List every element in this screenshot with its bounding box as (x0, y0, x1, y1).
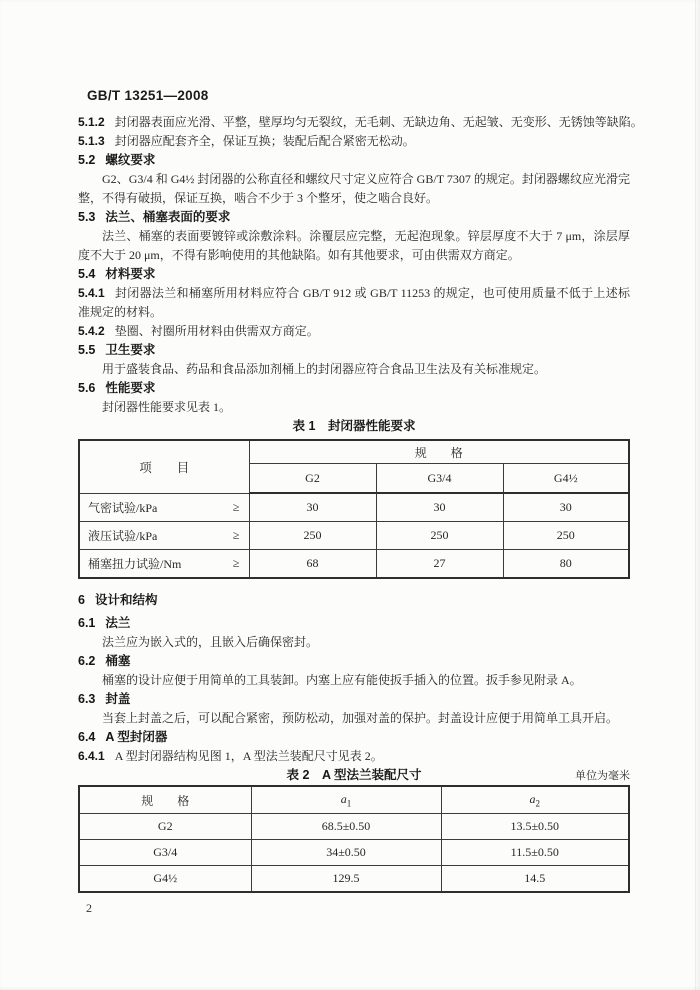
table-cell: 129.5 (251, 866, 441, 893)
table1-header-row-1 (79, 440, 629, 464)
heading-title: 封盖 (105, 692, 131, 706)
table1-spec-header-cell: 规 格 (249, 440, 629, 464)
heading-title: 性能要求 (105, 381, 156, 395)
table-cell: 80 (503, 550, 629, 579)
clause-5-4-2 (78, 322, 630, 341)
page-number: 2 (86, 901, 92, 915)
table1-item-header-cell: 项 目 (79, 440, 249, 493)
table1-spec-col-g2: G2 (249, 464, 376, 494)
heading-number: 5.5 (78, 343, 96, 357)
gte-operator: ≥ (232, 556, 240, 570)
gte-operator: ≥ (232, 499, 240, 514)
gte-operator: ≥ (232, 528, 240, 542)
table2-row-g2 (79, 814, 629, 840)
table-cell: 30 (503, 493, 629, 522)
table-cell: 30 (249, 493, 376, 522)
clause-number: 5.4.2 (78, 324, 105, 338)
clause-text: 封闭器表面应光滑、平整，壁厚均匀无裂纹，无毛刺、无缺边角、无起皱、无变形、无锈蚀等缺陷。 (114, 115, 643, 129)
paragraph-5-3: 法兰、桶塞的表面要镀锌或涂敷涂料。涂覆层应完整，无起泡现象。锌层厚度不大于 7 μm，涂层厚度不大于 20 μm，不得有影响使用的其他缺陷。如有其他要求，可由供需双方商定。 (78, 229, 630, 262)
table-cell (79, 550, 249, 579)
clause-5-1-2 (78, 113, 643, 132)
standard-code-header: GB/T 13251—2008 (87, 88, 209, 103)
table-cell: 30 (376, 493, 503, 522)
table1-row-hydraulic (79, 522, 629, 550)
table2-spec-header-cell: 规 格 (79, 786, 251, 814)
paragraph-6-3: 当套上封盖之后，可以配合紧密，预防松动，加强对盖的保护。封盖设计应便于用简单工具开启。 (102, 711, 619, 725)
heading-6-3 (78, 690, 630, 709)
heading-number: 6.2 (78, 654, 96, 668)
clause-text: 封闭器法兰和桶塞所用材料应符合 GB/T 912 或 GB/T 11253 的规定，也可使用质量不低于上述标准规定的材料。 (78, 286, 630, 319)
heading-number: 5.3 (78, 210, 96, 224)
table-cell: 68 (249, 550, 376, 579)
table2-a2-header-cell (441, 786, 629, 814)
row-label-wrap (80, 555, 249, 572)
heading-5-6 (78, 379, 630, 398)
table1-performance-requirements (78, 439, 630, 579)
heading-number: 6.3 (78, 692, 96, 706)
table-cell: 68.5±0.50 (251, 814, 441, 840)
table-cell: 27 (376, 550, 503, 579)
table1-spec-col-g412: G4½ (503, 464, 629, 494)
heading-5-5 (78, 341, 630, 360)
table-cell: 250 (503, 522, 629, 550)
table-cell: 34±0.50 (251, 840, 441, 866)
dimension-subscript: 2 (535, 798, 540, 809)
clause-text: A 型封闭器结构见图 1，A 型法兰装配尺寸见表 2。 (114, 749, 383, 763)
dimension-subscript: 1 (346, 798, 352, 809)
clause-number: 5.1.3 (78, 134, 105, 148)
clause-5-4-1 (78, 284, 630, 322)
heading-number: 5.2 (78, 153, 96, 167)
table-cell: 13.5±0.50 (441, 814, 629, 840)
table1-spec-col-g34: G3/4 (376, 464, 503, 494)
table-cell: G3/4 (79, 840, 251, 866)
heading-6-4 (78, 728, 630, 747)
clause-text: 垫圈、衬圈所用材料由供需双方商定。 (114, 324, 319, 338)
heading-title: 材料要求 (105, 267, 156, 281)
table-cell: 250 (249, 522, 376, 550)
table-cell: G2 (79, 814, 251, 840)
table-cell: 14.5 (441, 866, 629, 893)
table2-caption-row (78, 766, 630, 785)
row-label-wrap (80, 527, 249, 544)
heading-number: 6 (78, 593, 85, 607)
table-cell: 11.5±0.50 (441, 840, 629, 866)
table-cell: 250 (376, 522, 503, 550)
dimension-symbol: a (529, 791, 536, 806)
heading-5-2 (78, 151, 630, 170)
heading-6 (78, 591, 630, 610)
table2-header-row (79, 786, 629, 814)
row-label-wrap (80, 499, 249, 516)
heading-title: A 型封闭器 (105, 730, 168, 744)
heading-title: 卫生要求 (105, 343, 156, 357)
heading-title: 桶塞 (105, 654, 131, 668)
scan-edge-artifact (695, 0, 696, 990)
paragraph-5-2: G2、G3/4 和 G4½ 封闭器的公称直径和螺纹尺寸定义应符合 GB/T 7307 的规定。封闭器螺纹应光滑完整，不得有破损，保证互换，啮合不少于 3 个整牙，使之啮合良好。 (78, 172, 630, 205)
heading-number: 6.4 (78, 730, 96, 744)
table2-flange-dimensions (78, 785, 630, 893)
row-label: 桶塞扭力试验/Nm (88, 557, 182, 571)
table1-row-airtight (79, 493, 629, 522)
unit-note: 单位为毫米 (575, 770, 630, 782)
heading-number: 5.6 (78, 381, 96, 395)
table2-title: 表 2 A 型法兰装配尺寸 (286, 768, 422, 782)
heading-6-1 (78, 614, 630, 633)
heading-title: 法兰 (105, 616, 131, 630)
heading-5-4 (78, 265, 630, 284)
clause-number: 6.4.1 (78, 749, 105, 763)
clause-text: 封闭器应配套齐全，保证互换；装配后配合紧密无松动。 (114, 134, 415, 148)
table2-row-g34 (79, 840, 629, 866)
clause-6-4-1 (78, 747, 630, 766)
table-cell (79, 522, 249, 550)
table1-title: 表 1 封闭器性能要求 (292, 419, 416, 433)
heading-number: 5.4 (78, 267, 96, 281)
paragraph-6-1: 法兰应为嵌入式的，且嵌入后确保密封。 (102, 635, 319, 649)
paragraph-5-5: 用于盛装食品、药品和食品添加剂桶上的封闭器应符合食品卫生法及有关标准规定。 (102, 362, 547, 376)
table2-row-g412 (79, 866, 629, 893)
heading-title: 法兰、桶塞表面的要求 (105, 210, 231, 224)
heading-6-2 (78, 652, 630, 671)
row-label: 气密试验/kPa (88, 500, 158, 515)
table-cell (79, 493, 249, 522)
row-label: 液压试验/kPa (88, 529, 158, 543)
table-cell: G4½ (79, 866, 251, 893)
paragraph-5-6: 封闭器性能要求见表 1。 (102, 400, 232, 414)
clause-number: 5.4.1 (78, 286, 105, 300)
paragraph-6-2: 桶塞的设计应便于用简单的工具装卸。内塞上应有能使扳手插入的位置。扳手参见附录 A。 (102, 673, 582, 687)
heading-title: 设计和结构 (94, 593, 158, 607)
clause-number: 5.1.2 (78, 115, 105, 129)
table1-row-torque (79, 550, 629, 579)
table2-a1-header-cell (251, 786, 441, 814)
heading-title: 螺纹要求 (105, 153, 156, 167)
clause-5-1-3 (78, 132, 630, 151)
heading-number: 6.1 (78, 616, 96, 630)
heading-5-3 (78, 208, 630, 227)
page-content (78, 86, 643, 893)
dimension-symbol: a (340, 791, 347, 806)
